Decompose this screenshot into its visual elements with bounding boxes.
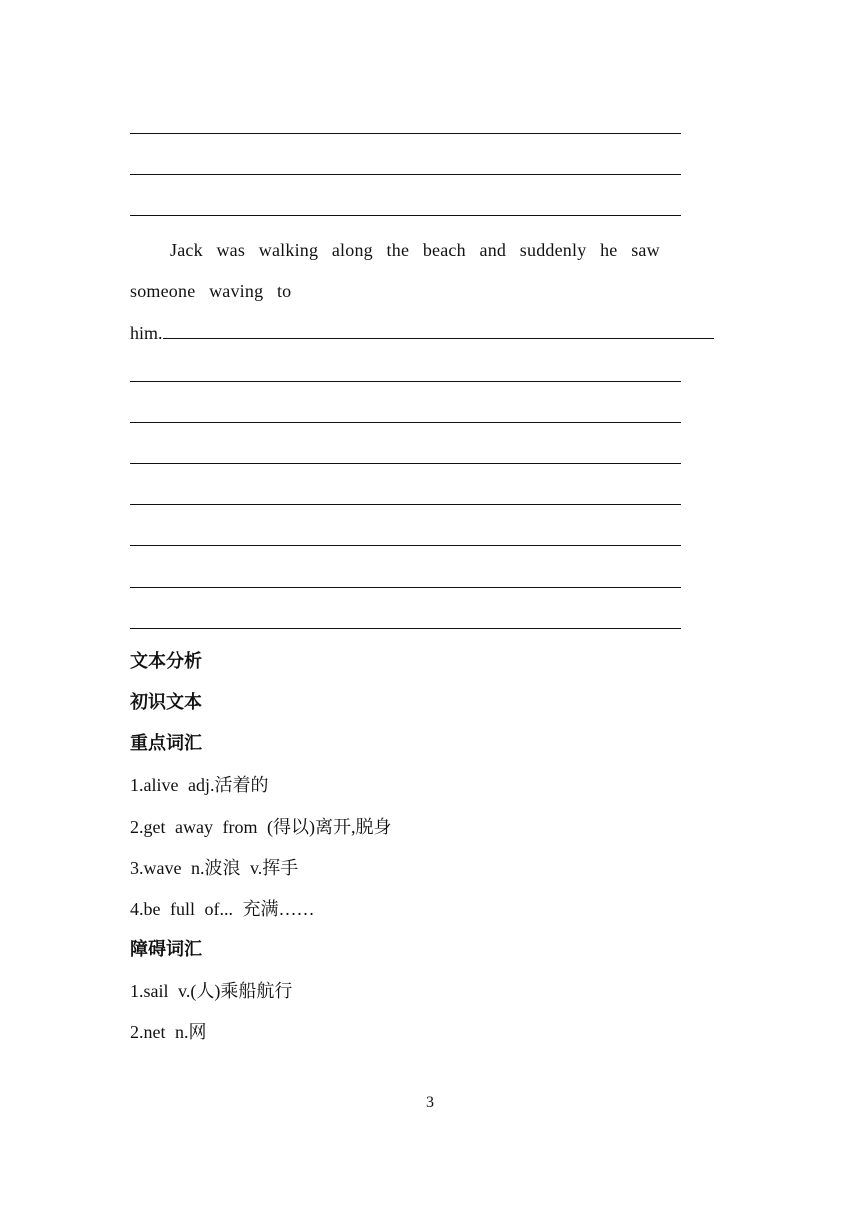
passage-line-3-text: him. <box>130 323 163 343</box>
barrier-vocab-title: 障碍词汇 <box>130 939 202 960</box>
writing-line <box>130 463 681 464</box>
writing-line <box>130 215 681 216</box>
writing-line <box>130 628 681 629</box>
writing-line <box>130 545 681 546</box>
writing-line-inline <box>163 320 714 339</box>
writing-line <box>130 422 681 423</box>
passage-line-1: Jack was walking along the beach and suddenly he saw <box>170 240 660 260</box>
page-number: 3 <box>426 1094 434 1111</box>
writing-line <box>130 587 681 588</box>
barrier-vocab-item: 1.sail v.(人)乘船航行 <box>130 981 293 1001</box>
key-vocab-item: 1.alive adj.活着的 <box>130 775 269 795</box>
passage-line-3 <box>130 320 714 345</box>
writing-line <box>130 174 681 175</box>
key-vocab-item: 2.get away from (得以)离开,脱身 <box>130 817 392 837</box>
writing-line <box>130 381 681 382</box>
key-vocab-title: 重点词汇 <box>130 733 202 754</box>
first-read-title: 初识文本 <box>130 692 202 713</box>
passage-line-2: someone waving to <box>130 281 292 301</box>
analysis-title: 文本分析 <box>130 651 202 672</box>
barrier-vocab-item: 2.net n.网 <box>130 1022 207 1042</box>
writing-line <box>130 133 681 134</box>
writing-line <box>130 504 681 505</box>
key-vocab-item: 4.be full of... 充满…… <box>130 899 315 919</box>
key-vocab-item: 3.wave n.波浪 v.挥手 <box>130 858 299 878</box>
